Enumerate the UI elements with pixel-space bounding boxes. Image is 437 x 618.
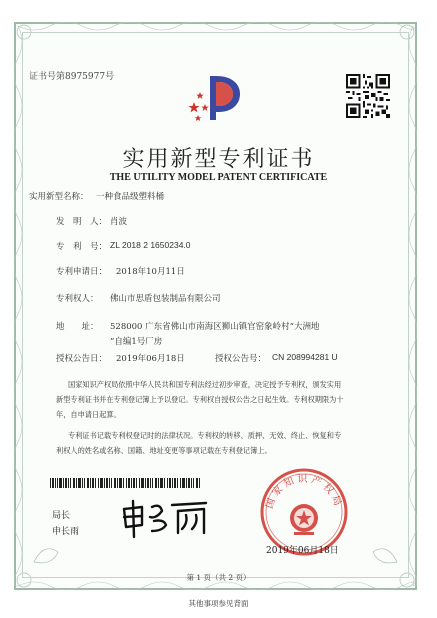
address-value-line1: 528000 广东省佛山市南海区狮山镇官窑象岭村“大洲地	[110, 322, 320, 332]
notice-line: 国家知识产权局依照中华人民共和国专利法经过初步审查，决定授予专利权，颁发实用	[68, 380, 342, 389]
inventor-label: 发 明 人：	[56, 217, 108, 227]
page-number: 第 1 页（共 2 页）	[186, 573, 251, 582]
patentee-label: 专利权人：	[56, 294, 99, 304]
patent-number-label: 专 利 号：	[56, 242, 108, 252]
certificate-number: 证书号第8975977号	[29, 72, 115, 82]
utility-name-value: 一种食品级塑料桶	[96, 192, 165, 202]
chief-title: 局长	[52, 511, 71, 521]
utility-name-label: 实用新型名称：	[29, 192, 89, 202]
handwritten-signature	[118, 497, 214, 539]
footer-note: 其他事项参见背面	[188, 599, 249, 608]
inventor-value: 肖波	[110, 217, 128, 227]
patent-number-value: ZL 2018 2 1650234.0	[110, 240, 191, 250]
qr-code-icon	[346, 74, 390, 118]
notice-line: 年，自申请日起算。	[56, 410, 121, 419]
chief-name: 申长雨	[52, 527, 80, 537]
grant-date-value: 2019年06月18日	[116, 354, 185, 364]
barcode-icon	[50, 478, 200, 488]
cnipa-logo-icon	[186, 72, 244, 124]
patentee-value: 佛山市思盾包装制品有限公司	[110, 294, 221, 304]
notice-line: 新型专利证书并在专利登记簿上予以登记。专利权自授权公告之日起生效。专利权期限为十	[56, 395, 344, 404]
notice-line: 专利证书记载专利权登记时的法律状况。专利权的转移、质押、无效、终止、恢复和专	[68, 431, 342, 440]
seal-date: 2019年06月18日	[266, 546, 339, 556]
title-chinese: 实用新型专利证书	[122, 147, 315, 172]
grant-number-label: 授权公告号：	[215, 354, 267, 364]
grant-date-label: 授权公告日：	[56, 354, 108, 364]
address-value-line2: ”自编1号厂房	[110, 337, 163, 347]
title-english: THE UTILITY MODEL PATENT CERTIFICATE	[109, 171, 328, 184]
grant-number-value: CN 208994281 U	[272, 352, 338, 362]
filing-date-value: 2018年10月11日	[116, 267, 185, 277]
notice-line: 利权人的姓名或名称、国籍、地址变更等事项记载在专利登记簿上。	[56, 446, 272, 455]
address-label: 地 址：	[56, 322, 99, 332]
svg-text:国家知识产权局: 国家知识产权局	[264, 474, 344, 511]
filing-date-label: 专利申请日：	[56, 267, 108, 277]
